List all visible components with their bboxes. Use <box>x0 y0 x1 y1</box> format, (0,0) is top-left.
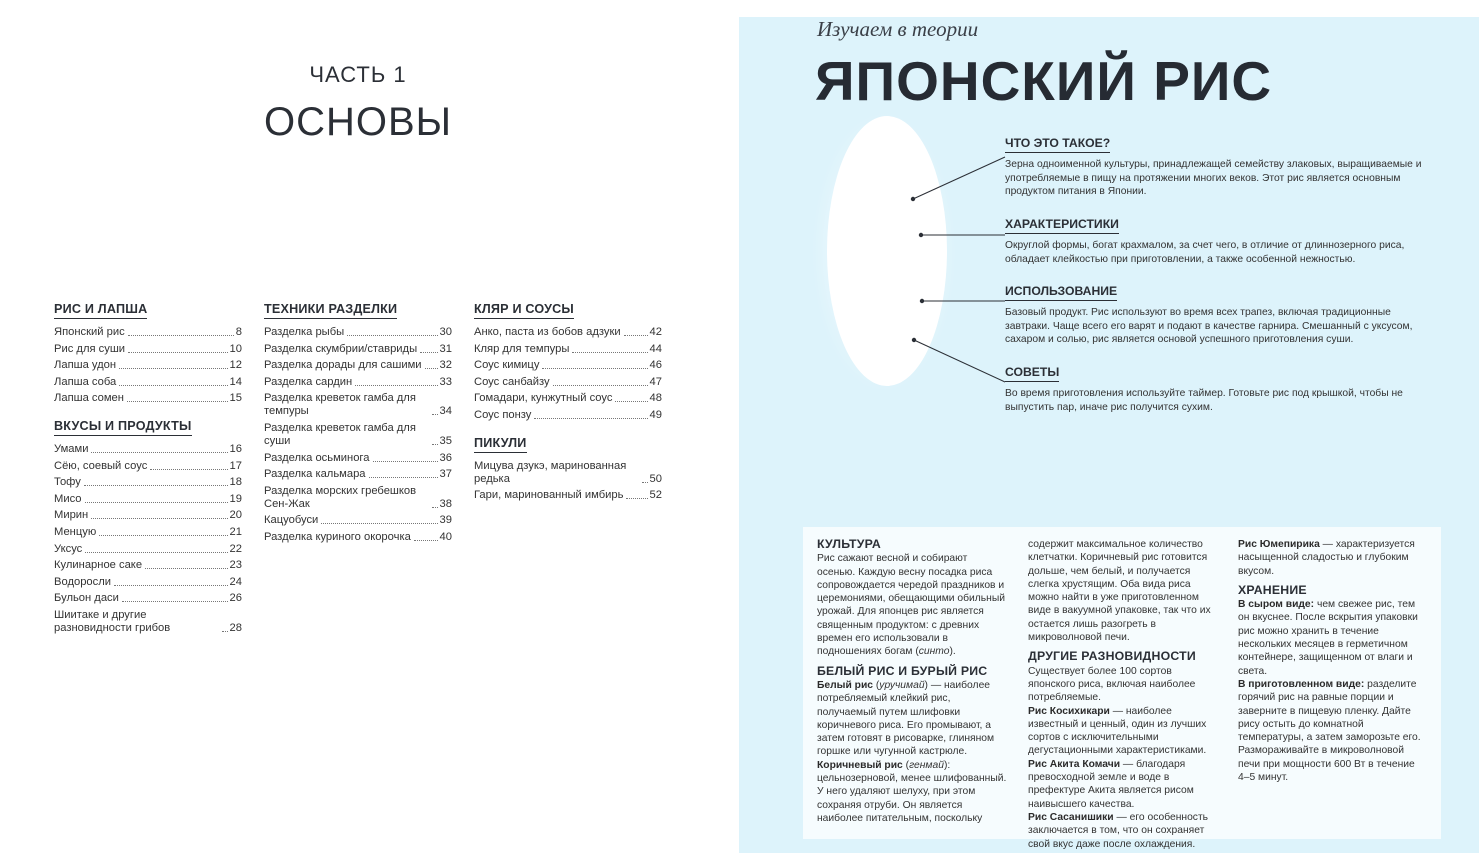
toc-list-cutting <box>264 326 452 544</box>
toc-list-rice-noodles <box>54 326 242 405</box>
info-column-1 <box>817 538 1007 825</box>
toc-entry-page: 28 <box>229 621 242 634</box>
toc-dot-leader <box>119 385 227 386</box>
toc-entry-title: Разделка куриного окорочка <box>264 530 411 543</box>
variety-akita-komachi <box>1028 758 1220 811</box>
toc-entry-title: Гомадари, кунжутный соус <box>474 392 613 405</box>
toc-entry-page: 33 <box>439 375 452 388</box>
toc-entry <box>54 493 242 506</box>
qa-heading: СОВЕТЫ <box>1005 366 1059 382</box>
toc-entry-title: Кацуобуси <box>264 514 319 527</box>
toc-entry-page: 46 <box>649 359 662 372</box>
toc-dot-leader <box>127 401 228 402</box>
toc-dot-leader <box>91 452 227 453</box>
qa-text: Базовый продукт. Рис используют во время всех трапез, включая традиционные завтраки. Чаще всего его варят и подают в качестве гарнира. Смешанный с уксусом, сахаром и солью, рис является основой успешного приготовления суши. <box>1005 307 1413 345</box>
toc-entry-page: 8 <box>235 326 242 338</box>
toc-entry-title: Бульон даси <box>54 592 119 605</box>
toc-entry-title: Разделка дорады для сашими <box>264 359 422 372</box>
toc-entry-title: Соус санбайзу <box>474 375 550 388</box>
toc-entry <box>264 514 452 527</box>
variety-sasanishiki <box>1028 811 1220 851</box>
text-run: Рис Акита Комачи <box>1028 758 1121 770</box>
toc-dot-leader <box>347 335 437 336</box>
toc-entry <box>54 376 242 389</box>
toc-entry <box>54 460 242 473</box>
toc-dot-leader <box>432 444 438 445</box>
toc-entry-page: 20 <box>229 509 242 522</box>
toc-entry <box>474 326 662 339</box>
toc-entry-title: Гари, маринованный имбирь <box>474 489 624 502</box>
toc-entry <box>54 392 242 405</box>
toc-entry-title: Соус понзу <box>474 408 532 421</box>
toc-entry-page: 35 <box>439 434 452 447</box>
toc-entry-title: Шиитаке и другие разновидности грибов <box>54 608 171 634</box>
toc-entry-page: 22 <box>229 542 242 555</box>
toc-entry <box>54 543 242 556</box>
toc-entry-page: 19 <box>229 492 242 505</box>
toc-dot-leader <box>114 585 228 586</box>
qa-text: Зерна одноименной культуры, принадлежащей семейству злаковых, выращиваемые и употребляемые в пищу на протяжении многих веков. Этот рис является основным продуктом питания в Японии. <box>1005 159 1422 197</box>
text-run: — его особенность заключается в том, что он сохраняет свой вкус даже после охлаждения. <box>1028 811 1209 850</box>
toc-entry-title: Лапша сомен <box>54 392 124 405</box>
toc-entry-page: 12 <box>229 359 242 372</box>
toc-entry-page: 32 <box>439 359 452 372</box>
toc-entry-title: Разделка осьминога <box>264 451 370 464</box>
toc-list-flavors <box>54 443 242 635</box>
toc-dot-leader <box>119 368 227 369</box>
toc-entry-page: 36 <box>439 451 452 464</box>
toc-entry-title: Мирин <box>54 509 89 522</box>
toc-heading-cutting: ТЕХНИКИ РАЗДЕЛКИ <box>264 302 397 319</box>
toc-entry-title: Анко, паста из бобов адзуки <box>474 326 621 338</box>
toc-entry-page: 16 <box>229 442 242 455</box>
toc-entry <box>54 609 242 635</box>
toc-entry-title: Разделка скумбрии/ставриды <box>264 342 418 355</box>
toc-entry-page: 24 <box>229 575 242 588</box>
toc-entry-title: Разделка кальмара <box>264 468 366 481</box>
toc-entry <box>264 343 452 356</box>
toc-dot-leader <box>85 552 227 553</box>
qa-heading: ХАРАКТЕРИСТИКИ <box>1005 218 1119 234</box>
toc-entry-page: 42 <box>649 326 662 338</box>
qa-what-is-it <box>1005 137 1425 198</box>
toc-entry <box>264 452 452 465</box>
toc-entry <box>264 468 452 481</box>
toc-entry <box>264 531 452 544</box>
toc-entry-title: Разделка креветок гамба для темпуры <box>264 392 416 418</box>
toc-entry <box>474 460 662 486</box>
toc-list-pickles <box>474 460 662 503</box>
info-column-2 <box>1028 538 1220 851</box>
toc-entry-title: Уксус <box>54 542 83 555</box>
text-run: В приготовленном виде: <box>1238 678 1365 690</box>
toc-dot-leader <box>321 523 437 524</box>
toc-entry-title: Разделка креветок гамба для суши <box>264 421 416 447</box>
text-run: разделите горячий рис на равные порции и заверните в пищевую пленку. Дайте рису остыть до комнатной температуры, а затем заморозьте его. Размораживайте в микроволновой печи при мощности 600 Вт в течение 4–5 минут. <box>1238 678 1421 784</box>
toc-entry <box>474 409 662 422</box>
toc-entry <box>54 576 242 589</box>
storage-heading: ХРАНЕНИЕ <box>1238 582 1307 597</box>
toc-entry-title: Разделка рыбы <box>264 326 345 338</box>
storage-cooked <box>1238 678 1428 784</box>
toc-dot-leader <box>99 535 227 536</box>
toc-entry-title: Рис для суши <box>54 342 126 355</box>
toc-entry-title: Лапша соба <box>54 375 117 388</box>
info-column-3 <box>1238 538 1428 784</box>
toc-entry-page: 26 <box>229 592 242 605</box>
toc-entry-title: Умами <box>54 442 89 455</box>
toc-entry-page: 39 <box>439 514 452 527</box>
text-run: чем свежее рис, тем он вкуснее. После вскрытия упаковки рис можно хранить в течение нескольких месяцев в герметичном контейнере, защищенном от влаги и света. <box>1238 599 1418 677</box>
text-run: — наиболее известный и ценный, один из лучших сортов с исключительными дегустационными характеристиками. <box>1028 705 1207 757</box>
variety-yumepirika <box>1238 538 1428 578</box>
toc-entry <box>54 592 242 605</box>
toc-entry-page: 30 <box>439 326 452 338</box>
text-run: Рис Сасанишики <box>1028 811 1114 823</box>
qa-heading: ИСПОЛЬЗОВАНИЕ <box>1005 285 1117 301</box>
toc-entry-title: Мицува дзукэ, маринованная редька <box>474 459 627 485</box>
toc-entry-page: 18 <box>229 476 242 489</box>
toc-column-2 <box>264 302 452 548</box>
toc-entry-page: 44 <box>649 342 662 355</box>
toc-dot-leader <box>85 502 228 503</box>
qa-characteristics <box>1005 218 1425 266</box>
toc-dot-leader <box>420 352 437 353</box>
toc-dot-leader <box>128 335 234 336</box>
toc-entry-page: 48 <box>649 392 662 405</box>
toc-entry-page: 23 <box>229 559 242 572</box>
toc-heading-flavors: ВКУСЫ И ПРОДУКТЫ <box>54 419 192 436</box>
toc-entry <box>54 476 242 489</box>
varieties-intro <box>1028 665 1220 705</box>
toc-heading-batter: КЛЯР И СОУСЫ <box>474 302 574 319</box>
varieties-heading: ДРУГИЕ РАЗНОВИДНОСТИ <box>1028 649 1196 664</box>
toc-entry-page: 31 <box>439 342 452 355</box>
toc-dot-leader <box>615 401 647 402</box>
toc-dot-leader <box>542 368 647 369</box>
part-title: ОСНОВЫ <box>263 100 453 144</box>
toc-entry <box>54 343 242 356</box>
text-run: Существует более 100 сортов японского риса, включая наиболее потребляемые. <box>1028 665 1196 704</box>
toc-entry-page: 47 <box>649 375 662 388</box>
toc-list-batter <box>474 326 662 422</box>
toc-entry <box>54 509 242 522</box>
right-page <box>739 17 1479 853</box>
toc-entry <box>54 326 242 339</box>
toc-entry-page: 40 <box>439 530 452 543</box>
toc-entry-page: 52 <box>649 489 662 502</box>
toc-entry-page: 15 <box>229 392 242 405</box>
toc-entry-title: Водоросли <box>54 575 112 588</box>
toc-dot-leader <box>373 461 438 462</box>
text-run: Рис Косихикари <box>1028 705 1110 717</box>
toc-entry-title: Японский рис <box>54 326 125 338</box>
text-run: — характеризуется насыщенной сладостью и глубоким вкусом. <box>1238 539 1415 577</box>
toc-dot-leader <box>432 507 438 508</box>
toc-dot-leader <box>572 352 647 353</box>
culture-text: Рис сажают весной и собирают осенью. Каждую весну посадка риса сопровождается чередой праздников и церемониями, обещающими обильный урожай. Для японцев рис является священным продуктом: с древних времен его использовали в подношениях богам (синто). <box>817 553 1005 658</box>
toc-entry-title: Кляр для темпуры <box>474 342 570 355</box>
toc-entry-page: 17 <box>229 459 242 472</box>
part-label: ЧАСТЬ 1 <box>309 62 407 87</box>
toc-entry <box>54 443 242 456</box>
toc-dot-leader <box>355 385 437 386</box>
variety-koshihikari <box>1028 705 1220 758</box>
rice-grain <box>827 116 947 386</box>
toc-dot-leader <box>369 477 438 478</box>
toc-entry <box>54 559 242 572</box>
toc-entry-page: 21 <box>229 525 242 538</box>
toc-entry-title: Разделка сардин <box>264 375 353 388</box>
toc-entry <box>264 376 452 389</box>
kicker-text: Изучаем в теории <box>817 17 979 41</box>
storage-raw <box>1238 598 1428 678</box>
toc-entry-title: Тофу <box>54 476 81 489</box>
qa-heading: ЧТО ЭТО ТАКОЕ? <box>1005 137 1110 153</box>
toc-entry <box>54 359 242 372</box>
toc-entry-title: Мисо <box>54 492 82 505</box>
white-brown-heading: БЕЛЫЙ РИС И БУРЫЙ РИС <box>817 663 988 678</box>
toc-dot-leader <box>642 482 648 483</box>
left-page <box>0 0 739 853</box>
text-run: — благодаря превосходной земле и воде в префектуре Акита является рисом наивысшего качества. <box>1028 758 1194 810</box>
white-brown-text-continued: содержит максимальное количество клетчатки. Коричневый рис готовится дольше, чем белый, и получается слегка хрустящим. Оба вида риса можно найти в уже приготовленном виде в вакуумной упаковке, так что их остается лишь разогреть в микроволновой печи. <box>1028 539 1211 644</box>
toc-entry-page: 37 <box>439 468 452 481</box>
toc-entry <box>54 526 242 539</box>
qa-usage <box>1005 285 1425 346</box>
toc-dot-leader <box>122 601 228 602</box>
toc-dot-leader <box>626 498 647 499</box>
toc-dot-leader <box>534 418 647 419</box>
text-run: В сыром виде: <box>1238 599 1315 611</box>
toc-entry <box>474 392 662 405</box>
toc-dot-leader <box>150 469 227 470</box>
toc-heading-pickles: ПИКУЛИ <box>474 436 527 453</box>
toc-entry <box>264 392 452 418</box>
toc-entry-title: Разделка морских гребешков Сен-Жак <box>264 484 417 510</box>
toc-entry <box>474 489 662 502</box>
toc-entry <box>264 422 452 448</box>
toc-dot-leader <box>553 385 648 386</box>
toc-entry <box>264 485 452 511</box>
toc-entry-page: 49 <box>649 408 662 421</box>
toc-entry-page: 14 <box>229 375 242 388</box>
toc-entry <box>474 376 662 389</box>
toc-entry <box>474 343 662 356</box>
qa-tips <box>1005 366 1425 414</box>
toc-entry <box>264 326 452 339</box>
toc-entry-page: 50 <box>649 472 662 485</box>
toc-dot-leader <box>145 568 227 569</box>
toc-dot-leader <box>84 485 228 486</box>
page-title: ЯПОНСКИЙ РИС <box>815 50 1273 112</box>
toc-dot-leader <box>414 540 438 541</box>
toc-dot-leader <box>128 352 227 353</box>
toc-dot-leader <box>425 368 438 369</box>
toc-entry-title: Соус кимицу <box>474 359 540 372</box>
qa-text: Округлой формы, богат крахмалом, за счет чего, в отличие от длиннозерного риса, обладает клейкостью при приготовлении, а также особенной нежностью. <box>1005 240 1405 265</box>
toc-entry-title: Сёю, соевый соус <box>54 459 148 472</box>
toc-heading-rice-noodles: РИС И ЛАПША <box>54 302 147 319</box>
toc-dot-leader <box>222 631 228 632</box>
white-brown-text: Белый рис (уручимай) — наиболее потребляемый клейкий рис, получаемый путем шлифовки коричневого риса. Его промывают, а затем готовят в рисоварке, глиняном горшке или чугунной кастрюле. Коричневый рис (генмай): цельнозерновой, менее шлифованный. У него удаляют шелуху, при этом сохраняя отруби. Он является наиболее питательным, поскольку <box>817 679 1007 824</box>
toc-column-1 <box>54 302 242 639</box>
toc-entry-title: Менцую <box>54 525 97 538</box>
culture-heading: КУЛЬТУРА <box>817 537 881 551</box>
toc-dot-leader <box>432 414 438 415</box>
toc-entry-title: Лапша удон <box>54 359 117 372</box>
toc-entry-page: 34 <box>439 405 452 418</box>
toc-entry <box>474 359 662 372</box>
text-run: Рис Юмепирика <box>1238 539 1320 550</box>
toc-dot-leader <box>91 518 227 519</box>
toc-column-3 <box>474 302 662 506</box>
toc-entry-page: 38 <box>439 497 452 510</box>
qa-text: Во время приготовления используйте таймер. Готовьте рис под крышкой, чтобы не выпустить пар, иначе рис получится сухим. <box>1005 388 1403 413</box>
toc-entry <box>264 359 452 372</box>
toc-entry-title: Кулинарное саке <box>54 559 143 572</box>
toc-dot-leader <box>624 335 648 336</box>
toc-entry-page: 10 <box>229 342 242 355</box>
